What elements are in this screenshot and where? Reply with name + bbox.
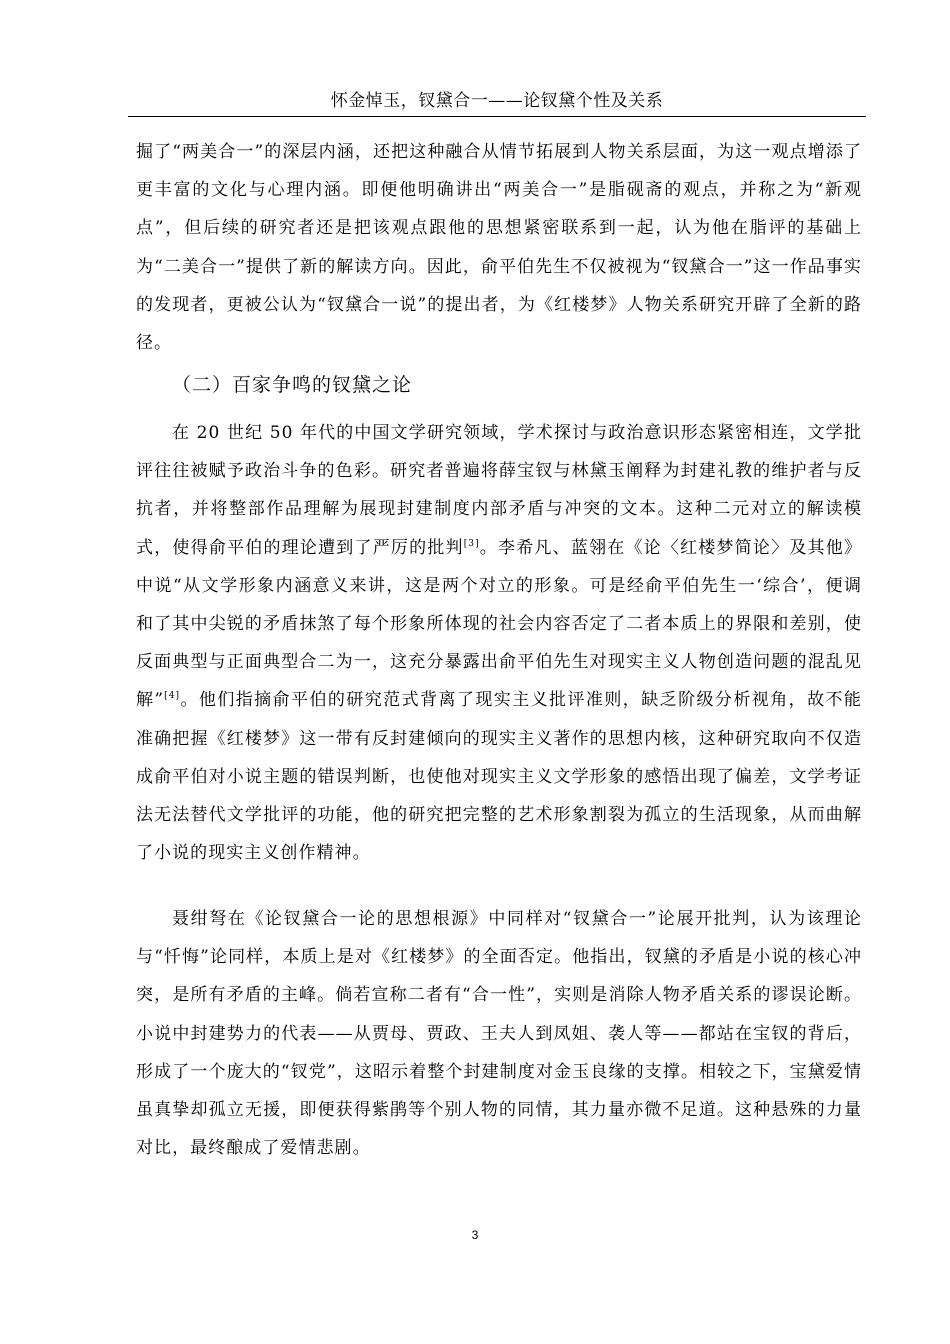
citation-ref: [3] [463,538,480,549]
paragraph-text [136,414,862,872]
paragraph-text: 掘了“两美合一”的深层内涵，还把这种融合从情节拓展到人物关系层面，为这一观点增添了更丰富的文化与心理内涵。即便他明确讲出“两美合一”是脂砚斋的观点，并称之为“新观点”，但后续的研究者还是把该观点跟他的思想紧密联系到一起，认为他在脂评的基础上为“二美合一”提供了新的解读方向。因此，俞平伯先生不仅被视为“钗黛合一”这一作品事实的发现者，更被公认为“钗黛合一说”的提出者，为《红楼梦》人物关系研究开辟了全新的路径。 [136,142,862,354]
citation-ref: [4] [164,691,181,702]
running-header [128,86,866,117]
paragraph-segment: 在 20 世纪 50 年代的中国文学研究领域，学术探讨与政治意识形态紧密相连，文学批评往往被赋予政治斗争的色彩。研究者普遍将薛宝钗与林黛玉阐释为封建礼教的维护者与反抗者，并将整部作品理解为展现封建制度内部矛盾与冲突的文本。这种二元对立的解读模式，使得俞平伯的理论遭到了严厉的批判 [136,423,862,558]
paragraph-text: 聂绀弩在《论钗黛合一论的思想根源》中同样对“钗黛合一”论展开批判，认为该理论与“忏悔”论同样，本质上是对《红楼梦》的全面否定。他指出，钗黛的矛盾是小说的核心冲突，是所有矛盾的主峰。倘若宣称二者有“合一性”，实则是消除人物矛盾关系的谬误论断。小说中封建势力的代表——从贾母、贾政、王夫人到凤姐、袭人等——都站在宝钗的背后，形成了一个庞大的“钗党”，这昭示着整个封建制度对金玉良缘的支撑。相较之下，宝黛爱情虽真挚却孤立无援，即便获得紫鹃等个别人物的同情，其力量亦微不足道。这种悬殊的力量对比，最终酿成了爱情悲剧。 [136,909,862,1159]
paragraph-segment: 。他们指摘俞平伯的研究范式背离了现实主义批评准则，缺乏阶级分析视角，故不能准确把握《红楼梦》这一带有反封建倾向的现实主义著作的思想内核，这种研究取向不仅造成俞平伯对小说主题的错误判断，也使他对现实主义文学形象的感悟出现了偏差，文学考证法无法替代文学批评的功能，他的研究把完整的艺术形象割裂为孤立的生活现象，从而曲解了小说的现实主义创作精神。 [136,690,862,864]
paragraph-nie-gannu [136,900,862,1167]
section-heading: （二）百家争鸣的钗黛之论 [172,374,413,396]
page-number: 3 [471,1228,479,1242]
paragraph-criticism [136,414,862,872]
header-title: 怀金悼玉，钗黛合一——论钗黛个性及关系 [330,91,664,111]
paragraph-segment: 。李希凡、蓝翎在《论〈红楼梦简论〉及其他》中说“从文学形象内涵意义来讲，这是两个对立的形象。可是经俞平伯先生一‘综合’，便调和了其中尖锐的矛盾抹煞了每个形象所体现的社会内容否定了二者本质上的界限和差别，使反面典型与正面典型合二为一，这充分暴露出俞平伯先生对现实主义人物创造问题的混乱见解” [136,537,862,711]
paragraph-continuation [136,133,862,362]
